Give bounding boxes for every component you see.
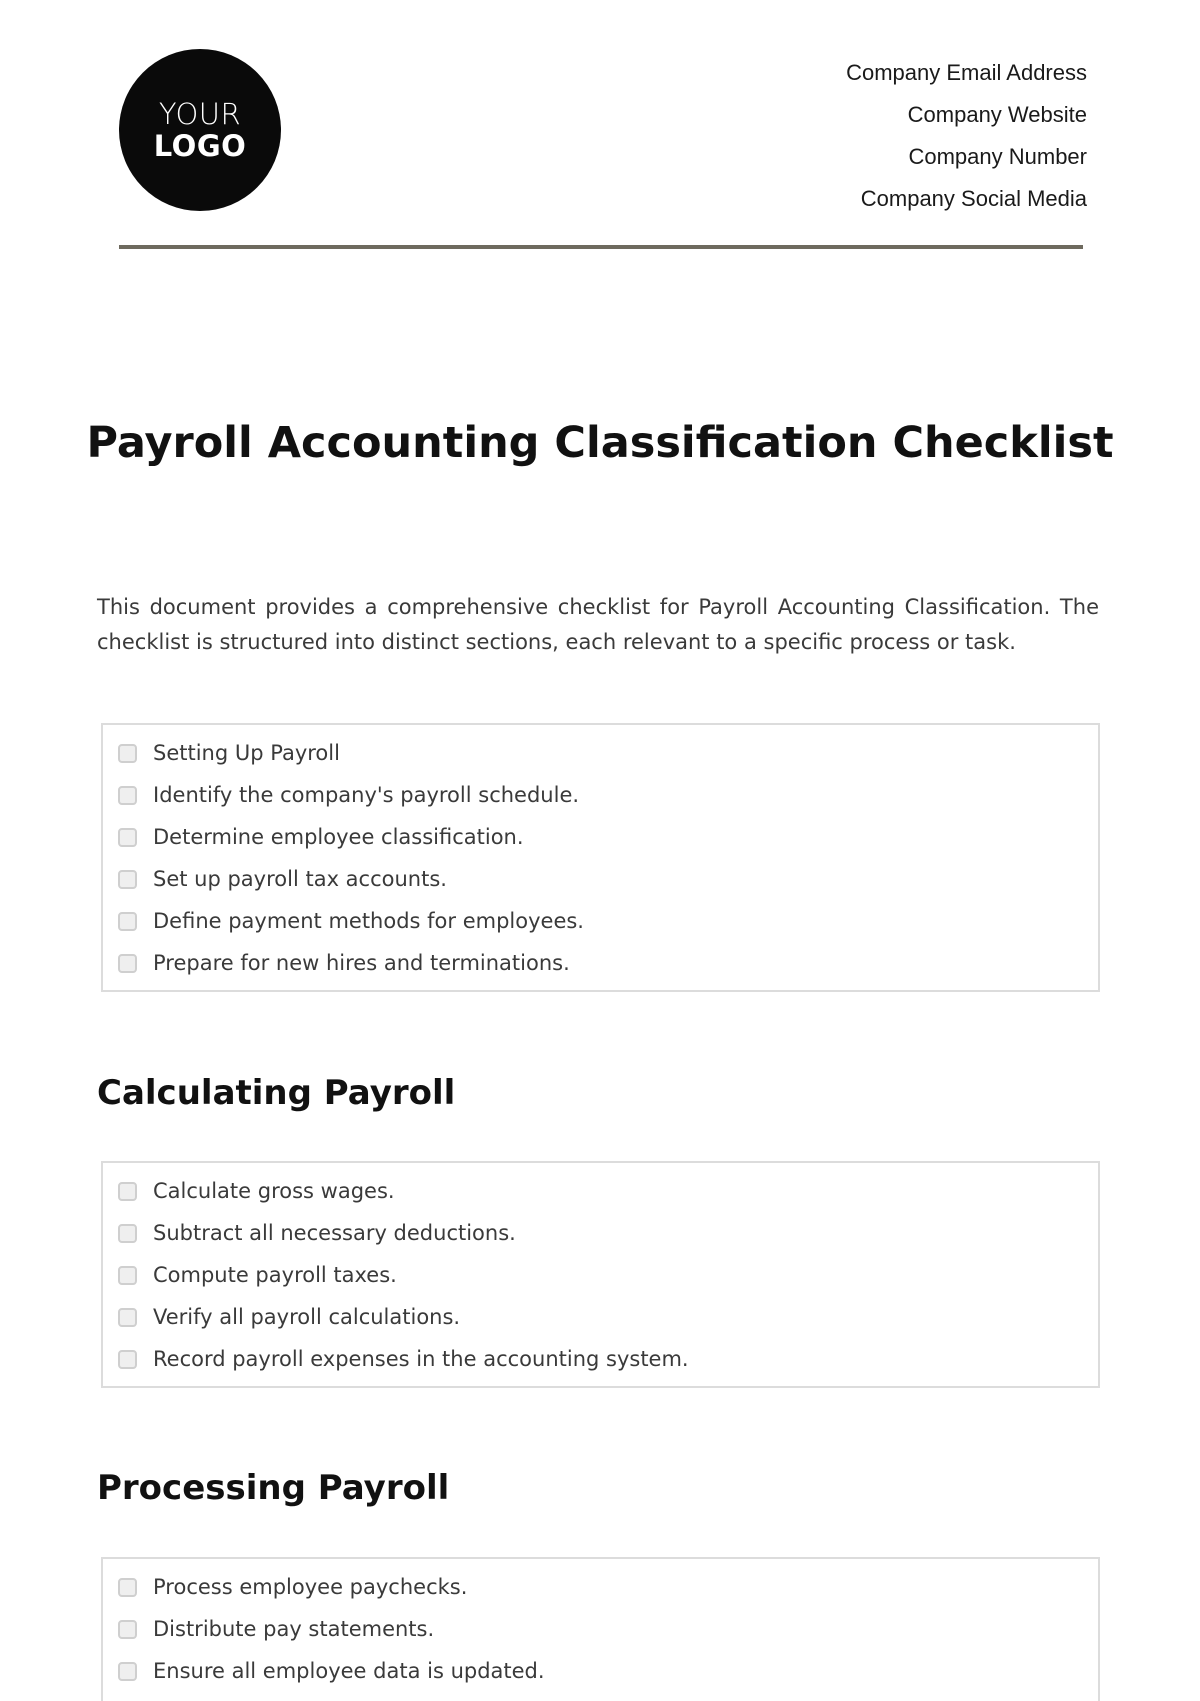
checklist-item[interactable] — [103, 900, 1098, 942]
intro-paragraph: This document provides a comprehensive checklist for Payroll Accounting Classification. The checklist is structured into distinct sections, each relevant to a specific process or task. — [97, 595, 1099, 654]
checklist-item[interactable] — [103, 858, 1098, 900]
checkbox[interactable] — [118, 912, 137, 931]
checkbox[interactable] — [118, 1620, 137, 1639]
checklist-item[interactable] — [103, 732, 1098, 774]
checklist-item-label: Ensure all employee data is updated. — [153, 1659, 545, 1683]
checklist-item[interactable] — [103, 1212, 1098, 1254]
logo-text-your: YOUR — [158, 97, 242, 131]
section-heading-calculating-payroll: Calculating Payroll — [97, 1073, 456, 1113]
header-divider — [119, 245, 1083, 249]
company-number: Company Number — [908, 144, 1087, 169]
checklist-item-label: Set up payroll tax accounts. — [153, 867, 447, 891]
checkbox[interactable] — [118, 954, 137, 973]
checklist-item-label: Verify all payroll calculations. — [153, 1305, 461, 1329]
section-heading-processing-payroll: Processing Payroll — [97, 1468, 450, 1508]
checklist-processing-payroll — [101, 1557, 1100, 1701]
checklist-item-label: Prepare for new hires and terminations. — [153, 951, 570, 975]
checklist-setting-up-payroll — [101, 723, 1100, 992]
checklist-item[interactable] — [103, 1566, 1098, 1608]
checklist-item-label: Compute payroll taxes. — [153, 1263, 397, 1287]
checklist-item[interactable] — [103, 1608, 1098, 1650]
checklist-item-label: Subtract all necessary deductions. — [153, 1221, 516, 1245]
checkbox[interactable] — [118, 1662, 137, 1681]
checkbox[interactable] — [118, 1350, 137, 1369]
checklist-item[interactable] — [103, 1254, 1098, 1296]
checkbox[interactable] — [118, 1224, 137, 1243]
company-logo — [119, 49, 281, 211]
checklist-item[interactable] — [103, 1650, 1098, 1692]
checkbox[interactable] — [118, 1308, 137, 1327]
checklist-item-label: Distribute pay statements. — [153, 1617, 435, 1641]
checklist-item[interactable] — [103, 1296, 1098, 1338]
checklist-calculating-payroll — [101, 1161, 1100, 1388]
checkbox[interactable] — [118, 828, 137, 847]
company-social-media: Company Social Media — [860, 186, 1087, 211]
checklist-item[interactable] — [103, 816, 1098, 858]
checklist-item-label: Calculate gross wages. — [153, 1179, 395, 1203]
checklist-item-label: Identify the company's payroll schedule. — [153, 783, 580, 807]
checkbox[interactable] — [118, 1182, 137, 1201]
company-website: Company Website — [907, 102, 1087, 127]
logo-text-logo: LOGO — [153, 129, 247, 163]
checkbox[interactable] — [118, 1578, 137, 1597]
checkbox[interactable] — [118, 744, 137, 763]
checkbox[interactable] — [118, 1266, 137, 1285]
checklist-item[interactable] — [103, 774, 1098, 816]
checklist-item[interactable] — [103, 942, 1098, 984]
checklist-item-label: Record payroll expenses in the accounting system. — [153, 1347, 689, 1371]
checklist-item-label: Process employee paychecks. — [153, 1575, 468, 1599]
company-email: Company Email Address — [846, 60, 1087, 85]
company-contact-block — [846, 52, 1087, 220]
checklist-item[interactable] — [103, 1338, 1098, 1380]
checkbox[interactable] — [118, 870, 137, 889]
checklist-item-label: Determine employee classification. — [153, 825, 524, 849]
checklist-item[interactable] — [103, 1170, 1098, 1212]
checklist-item-label: Setting Up Payroll — [153, 741, 340, 765]
checkbox[interactable] — [118, 786, 137, 805]
checklist-item-label: Define payment methods for employees. — [153, 909, 584, 933]
document-title: Payroll Accounting Classification Checklist — [86, 418, 1114, 468]
